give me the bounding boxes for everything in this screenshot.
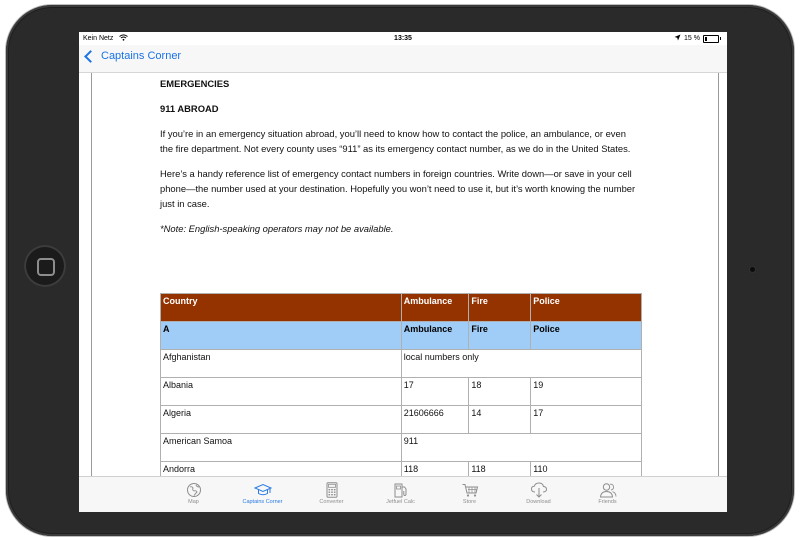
table-row — [161, 378, 642, 406]
status-right — [674, 34, 721, 43]
calculator-icon — [323, 482, 341, 497]
header-country: Country — [161, 294, 402, 322]
header-police: Police — [531, 294, 642, 322]
document-viewer[interactable] — [79, 73, 727, 476]
letter-cell: A — [161, 322, 402, 350]
tab-map[interactable] — [159, 477, 228, 512]
screen — [79, 32, 727, 512]
country-cell: Afghanistan — [161, 350, 402, 378]
table-header-row — [161, 294, 642, 322]
tab-label: Friends — [598, 499, 617, 505]
home-square-icon — [37, 258, 55, 276]
battery-percent: 15 % — [684, 35, 700, 42]
tab-bar — [79, 476, 727, 512]
ambulance-cell: 17 — [401, 378, 469, 406]
country-cell: American Samoa — [161, 434, 402, 462]
tab-label: Download — [526, 499, 551, 505]
letter-police: Police — [531, 322, 642, 350]
note-text: *Note: English-speaking operators may not be available. — [160, 223, 394, 234]
document-text — [160, 76, 640, 246]
back-button-label: Captains Corner — [101, 50, 182, 62]
table-row — [161, 434, 642, 462]
heading-emergencies: EMERGENCIES — [160, 78, 230, 89]
police-cell: 19 — [531, 378, 642, 406]
tab-jetfuel-calc[interactable] — [366, 477, 435, 512]
status-bar — [79, 32, 727, 45]
tab-label: Captains Corner — [242, 499, 283, 505]
table-row — [161, 350, 642, 378]
status-time: 13:35 — [394, 35, 412, 42]
tab-friends[interactable] — [573, 477, 642, 512]
country-cell: Andorra — [161, 462, 402, 477]
nav-bar — [79, 45, 727, 73]
shopping-cart-icon — [461, 482, 479, 497]
tab-label: Store — [462, 499, 477, 505]
police-cell: 17 — [531, 406, 642, 434]
page-edge-left — [91, 73, 92, 476]
home-button[interactable] — [24, 245, 66, 287]
fire-cell: 18 — [469, 378, 531, 406]
paragraph-intro: If you’re in an emergency situation abroad, you’ll need to know how to contact the police, an ambulance, or even the fire department. Not every county uses “911” as its emergency contact number, as we do in the United States. — [160, 128, 631, 154]
table-row — [161, 462, 642, 477]
table-row — [161, 406, 642, 434]
emergency-numbers-table — [160, 293, 642, 476]
battery-icon — [703, 35, 719, 43]
camera-lens — [748, 265, 757, 274]
merged-cell: 911 — [401, 434, 641, 462]
page-edge-right — [718, 73, 719, 476]
country-cell: Albania — [161, 378, 402, 406]
globe-icon — [185, 482, 203, 497]
letter-row — [161, 322, 642, 350]
fire-cell: 118 — [469, 462, 531, 477]
tab-download[interactable] — [504, 477, 573, 512]
friends-icon — [599, 482, 617, 497]
ambulance-cell: 21606666 — [401, 406, 469, 434]
heading-911-abroad: 911 ABROAD — [160, 103, 219, 114]
tab-label: Jetfuel Calc — [386, 499, 415, 505]
battery-tip — [720, 37, 721, 40]
tab-store[interactable] — [435, 477, 504, 512]
header-ambulance: Ambulance — [401, 294, 469, 322]
fuel-pump-icon — [392, 482, 410, 497]
tab-converter[interactable] — [297, 477, 366, 512]
letter-ambulance: Ambulance — [401, 322, 469, 350]
tab-label: Map — [188, 499, 199, 505]
police-cell: 110 — [531, 462, 642, 477]
letter-fire: Fire — [469, 322, 531, 350]
country-cell: Algeria — [161, 406, 402, 434]
tab-label: Converter — [319, 499, 344, 505]
tab-captains-corner[interactable] — [228, 477, 297, 512]
cloud-download-icon — [530, 482, 548, 497]
fire-cell: 14 — [469, 406, 531, 434]
location-arrow-icon — [674, 34, 681, 43]
ambulance-cell: 118 — [401, 462, 469, 477]
merged-cell: local numbers only — [401, 350, 641, 378]
chevron-left-icon — [84, 50, 97, 63]
header-fire: Fire — [469, 294, 531, 322]
paragraph-reference: Here’s a handy reference list of emergency contact numbers in foreign countries. Write down—or save in your cell phone—the number used at your destination. Hopefully you won’t need to use it, but it’s worth knowing the number just in case. — [160, 168, 636, 209]
graduation-cap-icon — [254, 482, 272, 497]
back-button[interactable] — [86, 50, 181, 62]
carrier-label: Kein Netz — [83, 35, 114, 42]
